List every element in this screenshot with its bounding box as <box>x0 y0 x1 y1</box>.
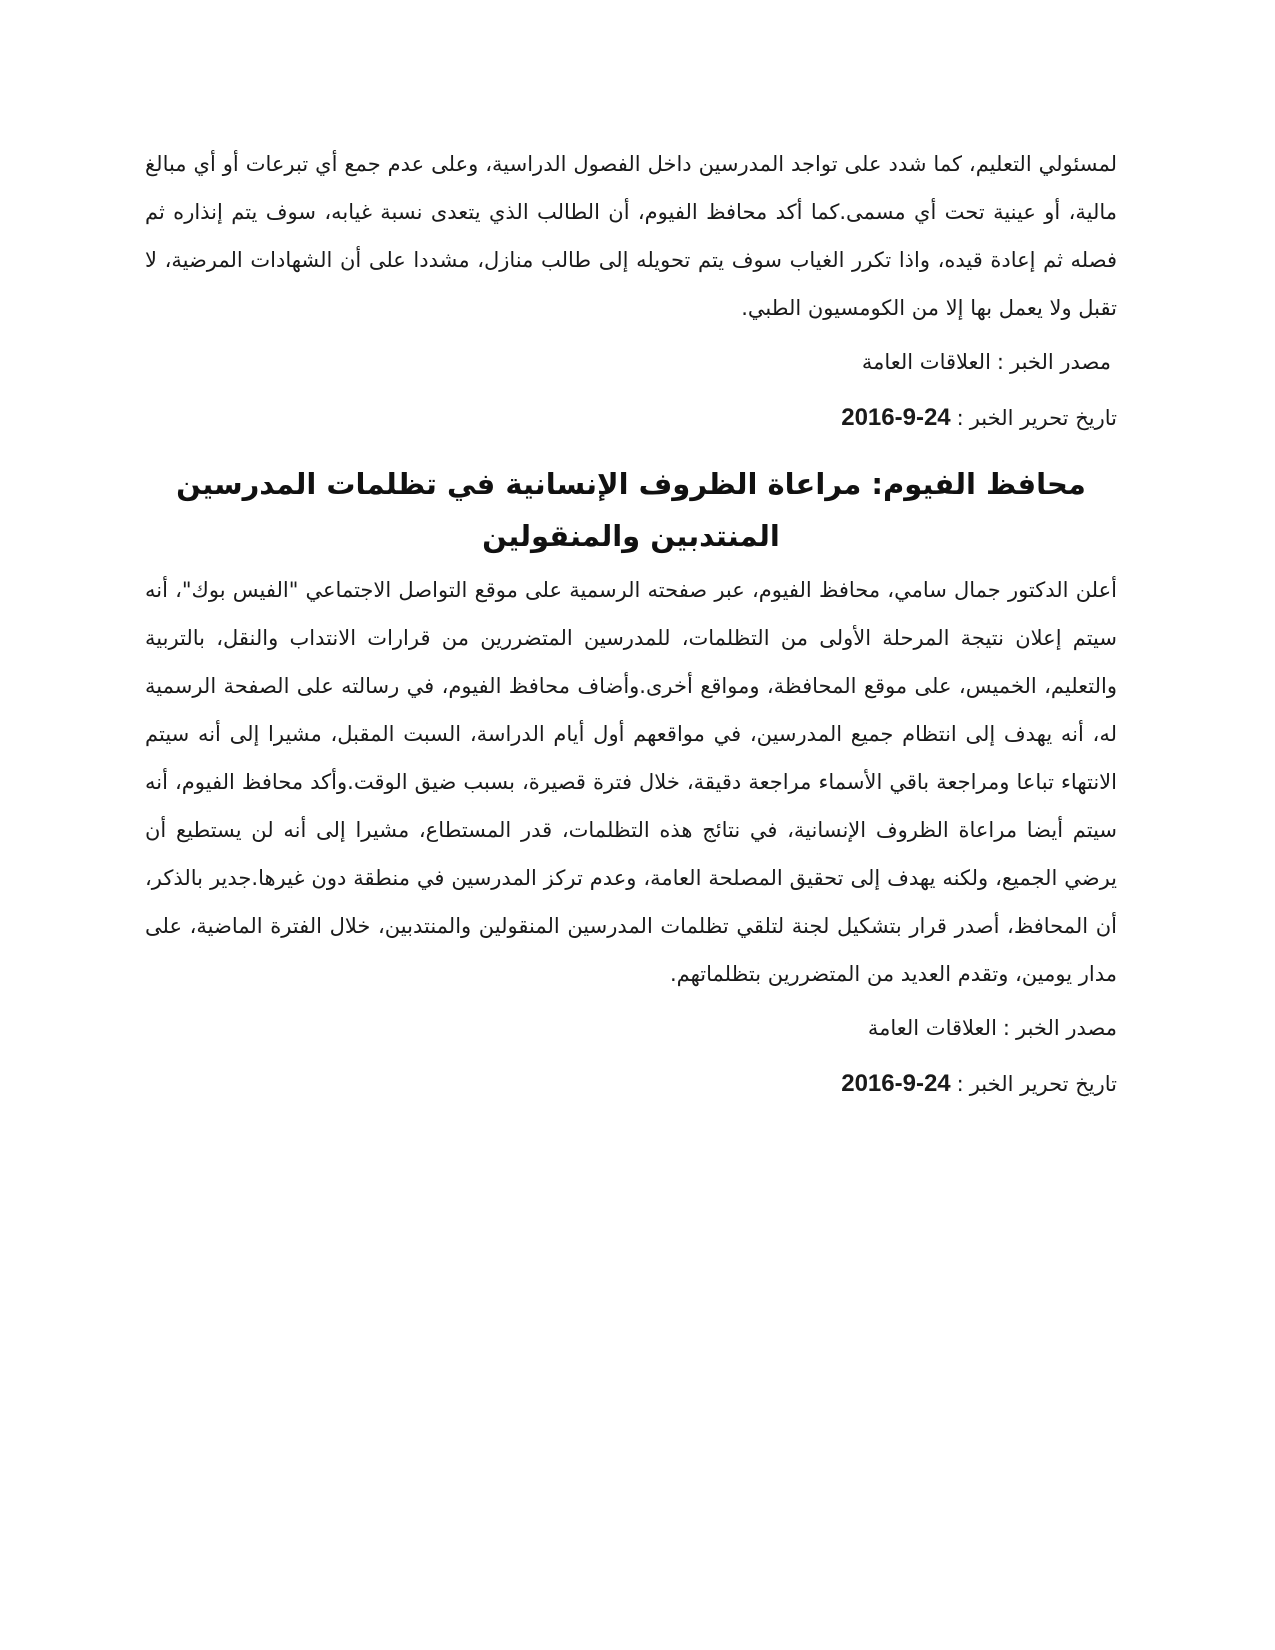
date-label: تاريخ تحرير الخبر <box>969 1072 1117 1096</box>
article-1-date: تاريخ تحرير الخبر:2016-9-24 <box>841 404 1117 431</box>
article-1-source: مصدر الخبر:العلاقات العامة <box>861 350 1111 374</box>
article-2-headline: محافظ الفيوم: مراعاة الظروف الإنسانية في تظلمات المدرسين المنتدبين والمنقولين <box>176 467 1086 553</box>
source-value: العلاقات العامة <box>861 350 991 374</box>
article-2-body: أعلن الدكتور جمال سامي، محافظ الفيوم، عبر صفحته الرسمية على موقع التواصل الاجتماعي "الفيس بوك"، أنه سيتم إعلان نتيجة المرحلة الأولى من التظلمات، للمدرسين المتضررين من قرارات الانتداب والنقل، بالتربية والتعليم، الخميس، على موقع المحافظة، ومواقع أخرى.وأضاف محافظ الفيوم، في رسالته على الصفحة الرسمية له، أنه يهدف إلى انتظام جميع المدرسين، في مواقعهم أول أيام الدراسة، السبت المقبل، مشيرا إلى أنه سيتم الانتهاء تباعا ومراجعة باقي الأسماء مراجعة دقيقة، خلال فترة قصيرة، بسبب ضيق الوقت.وأكد محافظ الفيوم، أنه سيتم أيضا مراعاة الظروف الإنسانية، في نتائج هذه التظلمات، قدر المستطاع، مشيرا إلى أنه لن يستطيع أن يرضي الجميع، ولكنه يهدف إلى تحقيق المصلحة العامة، وعدم تركز المدرسين في منطقة دون غيرها.جدير بالذكر، أن المحافظ، أصدر قرار بتشكيل لجنة لتلقي تظلمات المدرسين المنقولين والمنتدبين، خلال الفترة الماضية، على مدار يومين، وتقدم العديد من المتضررين بتظلماتهم. <box>145 578 1117 986</box>
article-2-date: تاريخ تحرير الخبر:2016-9-24 <box>841 1070 1117 1097</box>
source-label: مصدر الخبر <box>1015 1016 1117 1040</box>
source-value: العلاقات العامة <box>867 1016 997 1040</box>
source-label: مصدر الخبر <box>1009 350 1111 374</box>
article-2-source: مصدر الخبر:العلاقات العامة <box>867 1016 1117 1040</box>
date-value: 2016-9-24 <box>841 1070 951 1097</box>
date-value: 2016-9-24 <box>841 404 951 431</box>
date-label: تاريخ تحرير الخبر <box>969 406 1117 430</box>
document-page <box>145 140 1117 1100</box>
article-1-body: لمسئولي التعليم، كما شدد على تواجد المدرسين داخل الفصول الدراسية، وعلى عدم جمع أي تبرعات أو أي مبالغ مالية، أو عينية تحت أي مسمى.كما أكد محافظ الفيوم، أن الطالب الذي يتعدى نسبة غيابه، سوف يتم إنذاره ثم فصله ثم إعادة قيده، واذا تكرر الغياب سوف يتم تحويله إلى طالب منازل، مشددا على أن الشهادات المرضية، لا تقبل ولا يعمل بها إلا من الكومسيون الطبي. <box>145 152 1117 320</box>
